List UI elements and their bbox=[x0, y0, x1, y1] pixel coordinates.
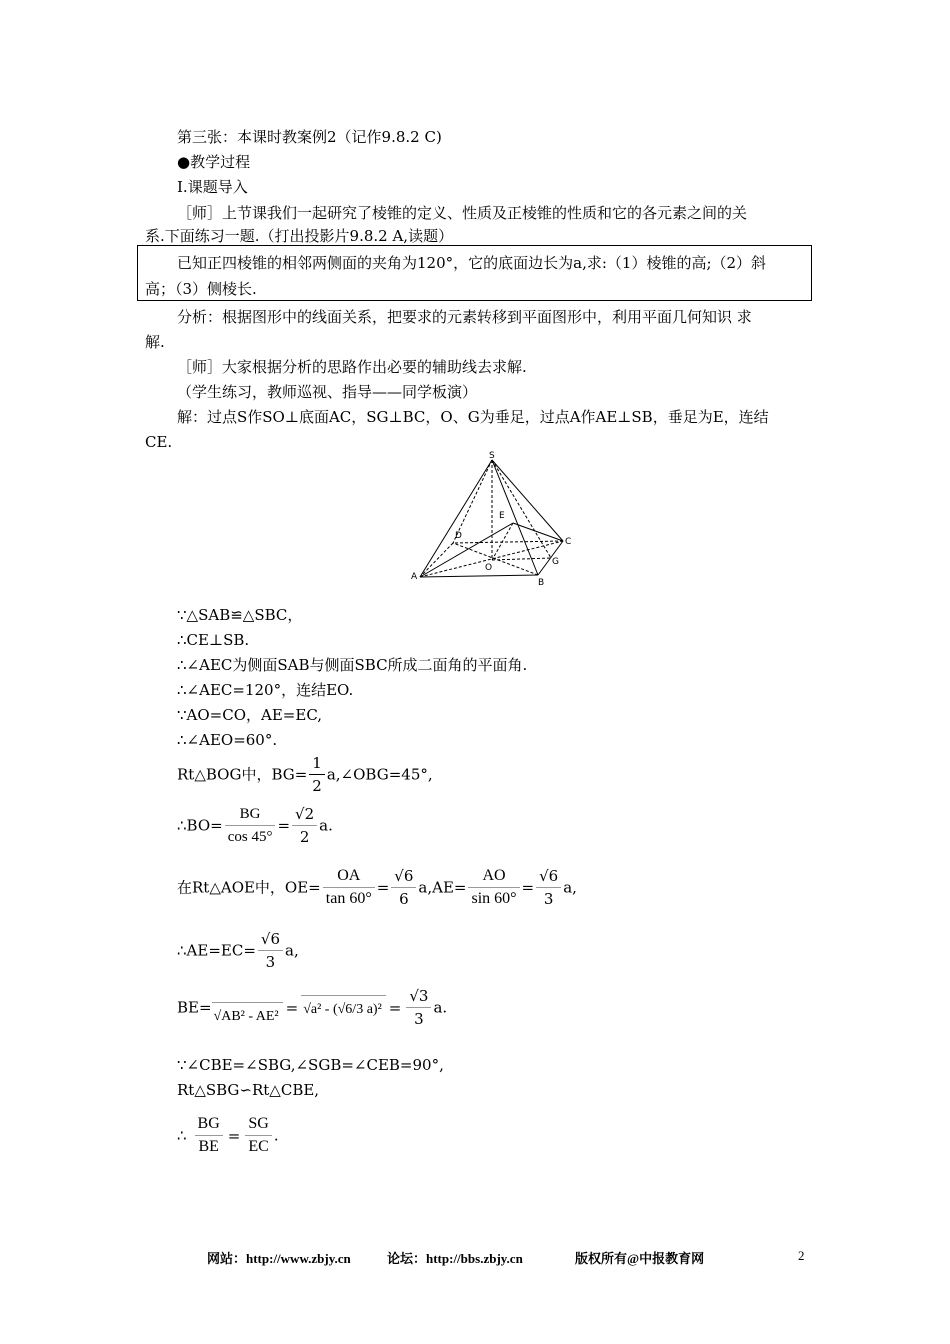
step-5: ∵AO=CO，AE=EC, bbox=[177, 706, 323, 724]
footer-forum[interactable]: 论坛：http://bbs.zbjy.cn bbox=[387, 1251, 523, 1266]
radical: √AB² - AE² bbox=[212, 1002, 283, 1027]
problem-line-1: 已知正四棱锥的相邻两侧面的夹角为120°，它的底面边长为a,求:（1）棱锥的高;（2）斜 bbox=[177, 254, 767, 272]
denominator: tan 60° bbox=[325, 890, 372, 907]
fraction bbox=[195, 1113, 223, 1158]
step-10-post: a, bbox=[285, 941, 299, 960]
edge-DA bbox=[420, 543, 453, 577]
step-12: ∵∠CBE=∠SBG,∠SGB=∠CEB=90°, bbox=[177, 1056, 444, 1074]
denominator: 2 bbox=[299, 828, 310, 846]
step-7-pre: Rt△BOG中，BG= bbox=[177, 765, 308, 784]
numerator: 1 bbox=[309, 752, 325, 775]
step-8 bbox=[177, 803, 333, 848]
denominator: sin 60° bbox=[471, 890, 517, 907]
fraction bbox=[323, 865, 375, 910]
radical: √a² - (√6/3 a)² bbox=[301, 995, 386, 1020]
numerator: √6 bbox=[258, 928, 283, 951]
equals: = bbox=[277, 816, 291, 835]
edge-AB bbox=[420, 575, 538, 577]
step-9-pre: 在Rt△AOE中，OE= bbox=[177, 878, 321, 897]
problem-line-2: 高；（3）侧棱长. bbox=[145, 280, 257, 298]
subsection-heading: Ⅰ.课题导入 bbox=[177, 178, 248, 196]
numerator: √2 bbox=[292, 803, 317, 826]
line-OG bbox=[492, 558, 551, 560]
step-1: ∵△SAB≌△SBC， bbox=[177, 606, 303, 624]
fraction bbox=[258, 928, 283, 973]
numerator: AO bbox=[468, 865, 519, 888]
numerator: SG bbox=[245, 1113, 271, 1136]
section-heading: ●教学过程 bbox=[177, 153, 251, 171]
edge-CD bbox=[453, 541, 563, 543]
equals: = bbox=[285, 998, 299, 1017]
solution-line-1: 解：过点S作SO⊥底面AC，SG⊥BC，O、G为垂足，过点A作AE⊥SB，垂足为E，连结 bbox=[177, 408, 769, 426]
step-3: ∴∠AEC为侧面SAB与侧面SBC所成二面角的平面角. bbox=[177, 656, 528, 674]
practice-line: （学生练习，教师巡视、指导——同学板演） bbox=[177, 383, 478, 401]
footer-site[interactable]: 网站：http://www.zbjy.cn bbox=[207, 1251, 351, 1266]
numerator: √6 bbox=[536, 865, 561, 888]
equals: = bbox=[521, 878, 535, 897]
denominator: EC bbox=[248, 1138, 269, 1155]
denominator: BE bbox=[198, 1138, 219, 1155]
equals: = bbox=[227, 1126, 241, 1145]
intro-line-2: 系.下面练习一题.（打出投影片9.8.2 A,读题） bbox=[145, 227, 454, 245]
footer-copyright: 版权所有@中报教育网 bbox=[575, 1251, 705, 1266]
step-11 bbox=[177, 985, 447, 1030]
analysis-line-2: 解. bbox=[145, 333, 165, 351]
step-7 bbox=[177, 752, 433, 797]
step-9 bbox=[177, 865, 577, 910]
step-10 bbox=[177, 928, 299, 973]
step-2: ∴CE⊥SB. bbox=[177, 631, 250, 649]
denominator: cos 45° bbox=[227, 829, 273, 845]
equals: = bbox=[376, 878, 390, 897]
analysis-line-1: 分析：根据图形中的线面关系，把要求的元素转移到平面图形中，利用平面几何知识 求 bbox=[177, 308, 752, 326]
label-O: O bbox=[485, 563, 493, 573]
step-10-pre: ∴AE=EC= bbox=[177, 941, 256, 960]
page-number: 2 bbox=[798, 1248, 805, 1263]
denominator: 3 bbox=[543, 890, 554, 908]
denominator: 3 bbox=[265, 953, 276, 971]
pyramid-figure bbox=[405, 450, 585, 588]
denominator: 2 bbox=[312, 777, 322, 795]
step-4: ∴∠AEC=120°，连结EO. bbox=[177, 681, 354, 699]
fraction bbox=[309, 752, 325, 797]
label-S: S bbox=[489, 451, 495, 461]
step-8-post: a. bbox=[319, 816, 333, 835]
line-AE bbox=[420, 523, 513, 577]
line-SG bbox=[492, 460, 551, 558]
step-7-post: a,∠OBG=45°, bbox=[326, 765, 433, 784]
denominator: 3 bbox=[414, 1010, 424, 1028]
label-G: G bbox=[552, 557, 559, 567]
diag-BD bbox=[453, 543, 538, 575]
numerator: BG bbox=[195, 1113, 223, 1136]
teacher-line: ［师］大家根据分析的思路作出必要的辅助线去求解. bbox=[177, 358, 527, 376]
fraction bbox=[292, 803, 317, 848]
step-6: ∴∠AEO=60°. bbox=[177, 731, 278, 749]
label-D: D bbox=[455, 531, 462, 541]
step-14 bbox=[177, 1113, 279, 1158]
solution-line-2: CE. bbox=[145, 433, 173, 451]
fraction bbox=[225, 803, 276, 848]
numerator: BG bbox=[225, 803, 276, 826]
label-C: C bbox=[565, 537, 572, 547]
fraction bbox=[536, 865, 561, 910]
label-E: E bbox=[499, 511, 505, 521]
step-14-post: . bbox=[273, 1126, 279, 1145]
fraction bbox=[468, 865, 519, 910]
numerator: √6 bbox=[391, 865, 416, 888]
numerator: OA bbox=[323, 865, 375, 888]
fraction bbox=[391, 865, 416, 910]
label-A: A bbox=[411, 572, 418, 582]
step-11-post: a. bbox=[433, 998, 448, 1017]
numerator: √3 bbox=[406, 985, 431, 1008]
step-9-post: a, bbox=[563, 878, 577, 897]
intro-line-1: ［师］上节课我们一起研究了棱锥的定义、性质及正棱锥的性质和它的各元素之间的关 bbox=[177, 204, 748, 222]
step-9-mid: a,AE= bbox=[418, 878, 467, 897]
edge-SA bbox=[420, 460, 492, 577]
label-B: B bbox=[538, 578, 545, 588]
step-11-pre: BE= bbox=[177, 998, 212, 1017]
card-title: 第三张：本课时教案例2（记作9.8.2 C) bbox=[177, 128, 442, 146]
denominator: 6 bbox=[399, 890, 409, 908]
fraction bbox=[245, 1113, 271, 1158]
step-13: Rt△SBG∽Rt△CBE, bbox=[177, 1081, 320, 1099]
step-14-pre: ∴ bbox=[177, 1126, 187, 1145]
step-8-pre: ∴BO= bbox=[177, 816, 223, 835]
equals: = bbox=[388, 998, 402, 1017]
fraction bbox=[406, 985, 431, 1030]
